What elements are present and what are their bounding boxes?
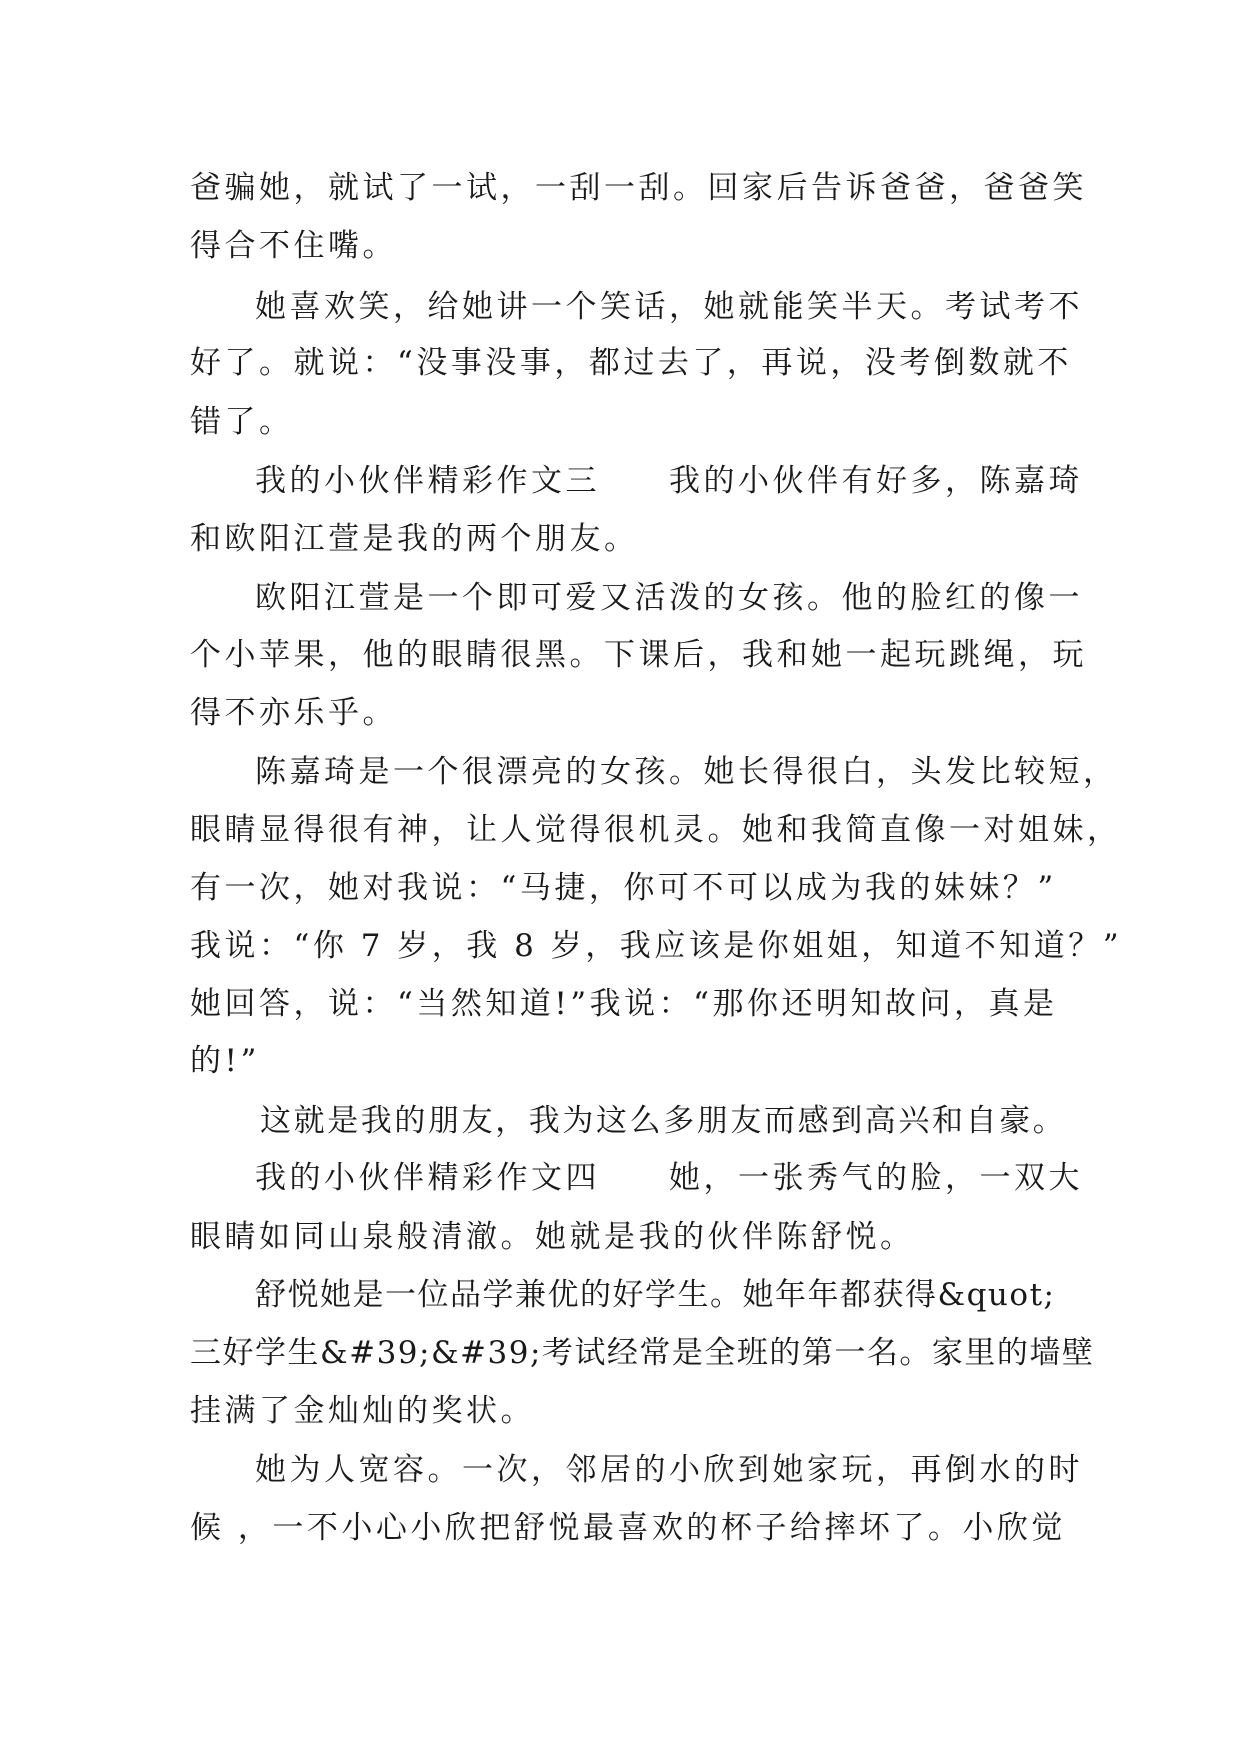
text-line-10: 得不亦乐乎。 [190,695,397,731]
paragraph-start-line: 舒悦她是一位品学兼优的好学生。她年年都获得&quot; [255,1277,1056,1313]
paragraph-start-line: 陈嘉琦是一个很漂亮的女孩。她长得很白，头发比较短， [255,754,1118,790]
text-line-13: 有一次，她对我说：“马捷，你可不可以成为我的妹妹？” [190,870,1057,906]
text-line-4: 好了。就说：“没事没事，都过去了，再说，没考倒数就不 [190,345,1072,381]
text-line-19: 眼睛如同山泉般清澈。她就是我的伙伴陈舒悦。 [190,1219,915,1255]
essay-three-heading-line: 我的小伙伴精彩作文三 我的小伙伴有好多，陈嘉琦 [255,463,1083,499]
text-line-24: 候 ，一不小心小欣把舒悦最喜欢的杯子给摔坏了。小欣觉 [190,1510,1066,1546]
paragraph-start-line: 欧阳江萱是一个即可爱又活泼的女孩。他的脸红的像一 [255,580,1083,616]
text-line-21: 三好学生&#39;&#39;考试经常是全班的第一名。家里的墙壁 [190,1335,1095,1371]
text-line-1: 爸骗她，就试了一试，一刮一刮。回家后告诉爸爸，爸爸笑 [190,170,1087,206]
text-line-2: 得合不住嘴。 [190,228,397,264]
text-line-22: 挂满了金灿灿的奖状。 [190,1393,535,1429]
paragraph-start-line: 她喜欢笑，给她讲一个笑话，她就能笑半天。考试考不 [255,289,1083,325]
paragraph-start-line: 她为人宽容。一次，邻居的小欣到她家玩，再倒水的时 [255,1452,1083,1488]
essay-four-heading-line: 我的小伙伴精彩作文四 她，一张秀气的脸，一双大 [255,1160,1083,1196]
text-line-15: 她回答，说：“当然知道!”我说：“那你还明知故问，真是 [190,986,1058,1022]
text-line-9: 个小苹果，他的眼睛很黑。下课后，我和她一起玩跳绳，玩 [190,637,1087,673]
text-line-14: 我说：“你 7 岁，我 8 岁，我应该是你姐姐，知道不知道？” [190,928,1123,964]
text-line-16: 的!” [190,1043,260,1079]
text-line-5: 错了。 [190,404,294,440]
paragraph-start-line: 这就是我的朋友，我为这么多朋友而感到高兴和自豪。 [260,1103,1067,1139]
text-line-7: 和欧阳江萱是我的两个朋友。 [190,521,639,557]
text-line-12: 眼睛显得很有神，让人觉得很机灵。她和我简直像一对姐妹， [190,812,1122,848]
